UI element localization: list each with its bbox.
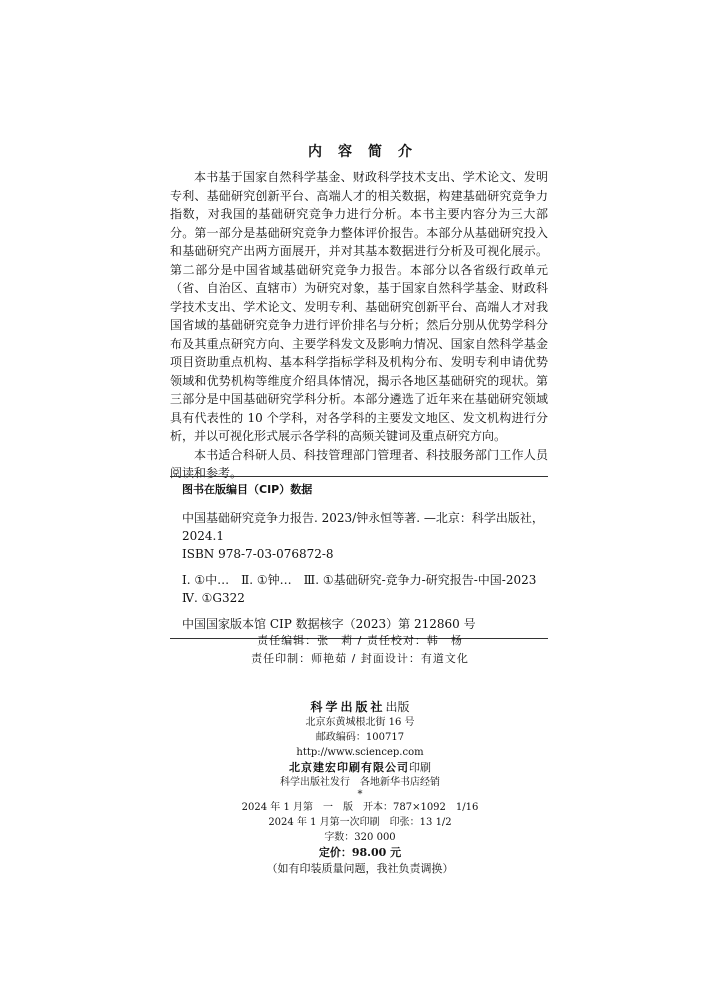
quality-note: （如有印装质量问题，我社负责调换）: [266, 862, 454, 875]
publisher-name: 科学出版社: [310, 700, 386, 714]
publisher-line: [0, 700, 720, 715]
publisher-address: 北京东黄城根北街 16 号: [305, 717, 415, 728]
printer-line: [0, 760, 720, 775]
summary-paragraph-2: 本书适合科研人员、科技管理部门管理者、科技服务部门工作人员阅读和参考。: [170, 447, 548, 480]
summary-paragraph-1: 本书基于国家自然科学基金、财政科学技术支出、学术论文、发明专利、基础研究创新平台、高端人才的相关数据，构建基础研究竞争力指数，对我国的基础研究竞争力进行分析。本书主要内容分为三大部分。第一部分是基础研究竞争力整体评价报告。本部分从基础研究投入和基础研究产出两方面展开，并对其基本数据进行分析及可视化展示。第二部分是中国省域基础研究竞争力报告。本部分以各省级行政单元（省、自治区、直辖市）为研究对象，基于国家自然科学基金、财政科学技术支出、学术论文、发明专利、基础研究创新平台、高端人才对我国省域的基础研究竞争力进行评价排名与分析；然后分别从优势学科分布及其重点研究方向、主要学科发文及影响力情况、国家自然科学基金项目资助重点机构、基本科学指标学科及机构分布、发明专利申请优势领域和优势机构等维度介绍具体情况，揭示各地区基础研究的现状。第三部分是中国基础研究学科分析。本部分遴选了近年来在基础研究领域具有代表性的 10 个学科，对各学科的主要发文地区、发文机构进行分析，并以可视化形式展示各学科的高频关键词及重点研究方向。: [170, 170, 548, 443]
cip-isbn: ISBN 978-7-03-076872-8: [182, 547, 334, 561]
separator-star: *: [357, 789, 363, 800]
summary-title: 内容简介: [308, 144, 428, 160]
distribution: 科学出版社发行 各地新华书店经销: [280, 777, 440, 788]
cip-block: [170, 476, 548, 639]
printer-suffix: 印刷: [409, 761, 431, 774]
editors-block: [0, 632, 720, 668]
word-count: 字数：320 000: [324, 832, 396, 843]
printer-name: 北京建宏印刷有限公司: [289, 761, 409, 774]
printing-info: 2024 年 1 月第一次印刷 印张：13 1/2: [268, 817, 452, 828]
cip-record-number: 中国国家版本馆 CIP 数据核字（2023）第 212860 号: [182, 617, 476, 631]
cip-title: 图书在版编目（CIP）数据: [182, 483, 313, 496]
postcode: 邮政编码：100717: [315, 732, 405, 743]
publisher-suffix: 出版: [385, 700, 410, 714]
editors-line-2: 责任印制：师艳茹 / 封面设计：有道文化: [251, 652, 469, 665]
price: 定价：98.00 元: [318, 846, 402, 859]
imprint-block: [0, 700, 720, 878]
summary-body: [170, 168, 548, 483]
editors-line-1: 责任编辑：张 莉 / 责任校对：韩 杨: [257, 634, 463, 647]
edition-info: 2024 年 1 月第 一 版 开本：787×1092 1/16: [241, 802, 479, 813]
cip-classification: Ⅰ. ①中… Ⅱ. ①钟… Ⅲ. ①基础研究-竞争力-研究报告-中国-2023 Ⅳ. ①G322: [182, 573, 549, 605]
publisher-url: http://www.sciencep.com: [296, 747, 424, 758]
cip-citation: 中国基础研究竞争力报告. 2023/钟永恒等著. —北京：科学出版社，2024.1: [182, 511, 544, 543]
